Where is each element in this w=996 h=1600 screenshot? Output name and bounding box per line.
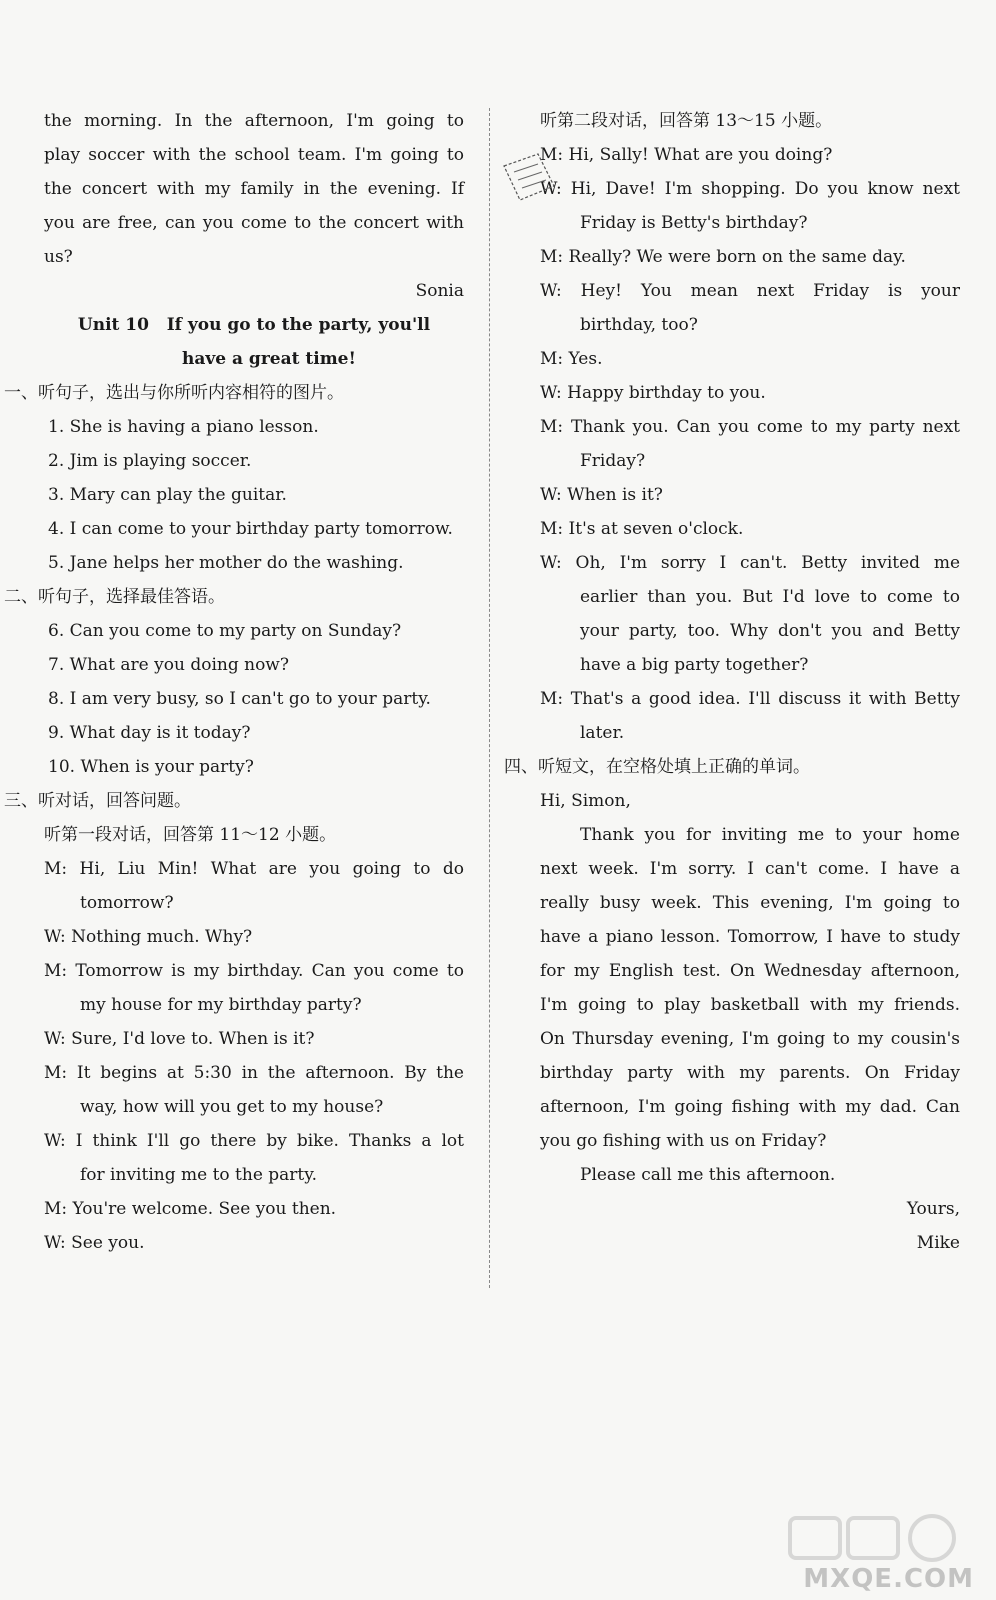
list-item: 3. Mary can play the guitar. [48,485,287,505]
letter-signature: Mike [916,1233,960,1253]
dialog-line: M: Hi, Liu Min! What are you going to do [44,859,464,879]
dialog-line: for inviting me to the party. [80,1165,318,1185]
letter-line: birthday party with my parents. On Friday [540,1063,960,1083]
letter-line: Please call me this afternoon. [580,1165,836,1185]
dialog1-title: 听第一段对话，回答第 11～12 小题。 [44,825,337,845]
list-item: 10. When is your party? [48,757,254,777]
column-divider [489,108,490,1288]
text-line: the morning. In the afternoon, I'm going to [44,111,464,131]
letter-line: you go fishing with us on Friday? [540,1131,827,1151]
dialog-line: W: Happy birthday to you. [540,383,766,403]
dialog-line: Friday is Betty's birthday? [580,213,808,233]
dialog-line: later. [580,723,625,743]
letter-line: have a piano lesson. Tomorrow, I have to study [540,927,960,947]
letter-line: next week. I'm sorry. I can't come. I have a [540,859,960,879]
dialog-line: way, how will you get to my house? [80,1097,384,1117]
list-item: 6. Can you come to my party on Sunday? [48,621,402,641]
unit-title-line1: Unit 10 If you go to the party, you'll [77,315,431,335]
letter-line: afternoon, I'm going fishing with my dad. Can [540,1097,960,1117]
dialog-line: M: It begins at 5:30 in the afternoon. By the [44,1063,464,1083]
section-heading-2: 二、听句子，选择最佳答语。 [4,587,225,607]
dialog-line: M: Thank you. Can you come to my party next [540,417,960,437]
dialog-line: W: Hey! You mean next Friday is your [540,281,960,301]
text-line: us? [44,247,73,267]
letter-greeting: Hi, Simon, [540,791,631,811]
section-heading-3: 三、听对话，回答问题。 [4,791,191,811]
dialog-line: your party, too. Why don't you and Betty [580,621,960,641]
list-item: 5. Jane helps her mother do the washing. [48,553,404,573]
stamp-icon [498,152,558,204]
right-column [504,104,960,1260]
dialog-line: M: It's at seven o'clock. [540,519,744,539]
dialog-line: M: Tomorrow is my birthday. Can you come to [44,961,464,981]
list-item: 2. Jim is playing soccer. [48,451,252,471]
dialog-line: my house for my birthday party? [80,995,362,1015]
letter-line: really busy week. This evening, I'm going to [540,893,960,913]
text-line: the concert with my family in the evening. If [44,179,464,199]
dialog-line: tomorrow? [80,893,174,913]
dialog-line: have a big party together? [580,655,809,675]
dialog-line: W: When is it? [540,485,663,505]
dialog-line: earlier than you. But I'd love to come to [580,587,960,607]
left-column [4,104,464,1260]
list-item: 7. What are you doing now? [48,655,289,675]
letter-line: for my English test. On Wednesday afternoon, [540,961,960,981]
watermark-text: MXQE.COM [803,1564,974,1594]
dialog-line: birthday, too? [580,315,698,335]
letter-line: Thank you for inviting me to your home [580,825,960,845]
dialog-line: W: Sure, I'd love to. When is it? [44,1029,315,1049]
letter-line: On Thursday evening, I'm going to my cousin's [540,1029,960,1049]
list-item: 8. I am very busy, so I can't go to your party. [48,689,431,709]
dialog-line: W: See you. [44,1233,145,1253]
letter-closing: Yours, [906,1199,960,1219]
dialog-line: M: You're welcome. See you then. [44,1199,337,1219]
dialog-line: M: Hi, Sally! What are you doing? [540,145,833,165]
dialog-line: Friday? [580,451,646,471]
list-item: 4. I can come to your birthday party tomorrow. [48,519,453,539]
dialog-line: W: Nothing much. Why? [44,927,253,947]
text-line: play soccer with the school team. I'm going to [44,145,464,165]
list-item: 9. What day is it today? [48,723,251,743]
dialog-line: W: I think I'll go there by bike. Thanks a lot [44,1131,464,1151]
dialog-line: M: Yes. [540,349,603,369]
section-heading-4: 四、听短文，在空格处填上正确的单词。 [504,757,810,777]
dialog-line: M: Really? We were born on the same day. [540,247,906,267]
unit-title-line2: have a great time! [182,349,356,369]
dialog-line: W: Oh, I'm sorry I can't. Betty invited me [540,553,960,573]
dialog-line: W: Hi, Dave! I'm shopping. Do you know next [540,179,960,199]
dialog2-title: 听第二段对话，回答第 13～15 小题。 [540,111,833,131]
section-heading-1: 一、听句子，选出与你所听内容相符的图片。 [4,383,344,403]
signature-sonia: Sonia [415,281,464,301]
dialog-line: M: That's a good idea. I'll discuss it with Betty [540,689,960,709]
text-line: you are free, can you come to the concert with [44,213,464,233]
list-item: 1. She is having a piano lesson. [48,417,319,437]
letter-line: I'm going to play basketball with my friends. [540,995,960,1015]
